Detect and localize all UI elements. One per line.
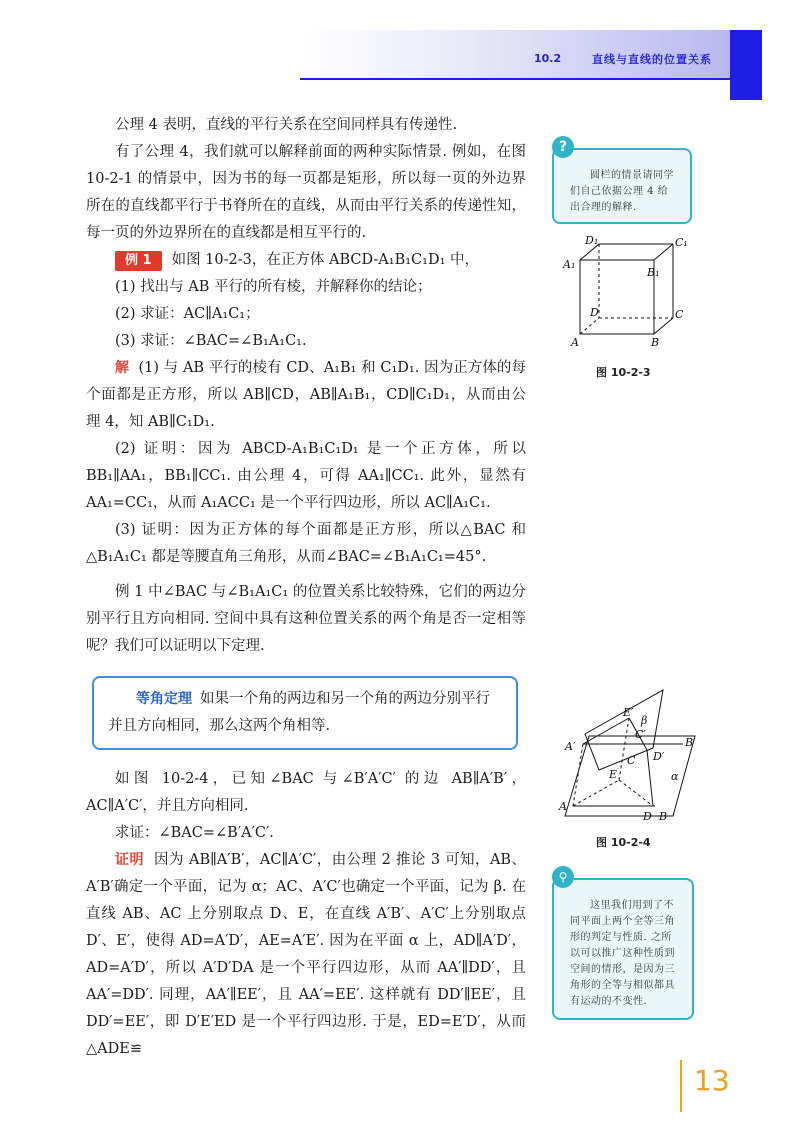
plane-beta [585,690,663,770]
question-3: (3) 求证：∠BAC=∠B₁A₁C₁. [115,333,307,349]
paragraph-4: 如图 10-2-4，已知∠BAC 与∠B′A′C′ 的边 AB∥A′B′，AC∥A′C′，并且方向相同. [86,771,526,814]
solution-1-text: (1) 与 AB 平行的棱有 CD、A₁B₁ 和 C₁D₁. 因为正方体的每个面都是正方形，所以 AB∥CD，AB∥A₁B₁，CD∥C₁D₁，从而由公理 4，知 AB∥C₁D₁. [86,360,527,430]
header-accent-bar [730,30,762,100]
fig2-label-beta: β [641,714,648,727]
cube-edge-bc [654,318,673,334]
example-badge: 例 1 [115,251,162,271]
side-note-2 [552,878,694,1020]
magnifier-icon: ⚲ [552,866,574,888]
fig1-label-d1: D₁ [585,234,599,247]
fig2-label-b: B [659,810,668,823]
prove-statement: 求证：∠BAC=∠B′A′C′. [115,825,274,841]
cube-edge-b1c1 [654,244,673,260]
paragraph-3: 例 1 中∠BAC 与∠B₁A₁C₁ 的位置关系比较特殊，它们的两边分别平行且方向相同. 空间中具有这种位置关系的两个角是否一定相等呢？我们可以证明以下定理. [86,584,526,654]
paragraph-1: 公理 4 表明，直线的平行关系在空间同样具有传递性. [115,117,458,133]
theorem-text: 如果一个角的两边和另一个角的两边分别平行并且方向相同，那么这两个角相等. [108,691,490,734]
section-number: 10.2 [534,52,562,65]
question-icon: ? [552,136,574,158]
fig1-label-b: B [651,336,660,349]
question-1: (1) 找出与 AB 平行的所有棱，并解释你的结论； [115,279,432,295]
cube-hidden-ad [580,318,599,334]
side-note-1 [552,148,692,224]
figure-two-planes [555,688,705,824]
figure-2-caption: 图 10-2-4 [596,836,651,849]
fig2-label-a1: A′ [565,740,576,753]
fig1-label-a1: A₁ [563,258,576,271]
fig2-label-a: A [559,800,567,813]
hidden-ae [573,780,619,806]
fig1-label-c: C [675,308,684,321]
fig2-label-e1: E′ [623,706,634,719]
fig1-label-b1: B₁ [647,266,660,279]
hidden-a1a [573,744,583,806]
solution-2: (2) 证明：因为 ABCD-A₁B₁C₁D₁ 是一个正方体，所以 BB₁∥AA₁，BB₁∥CC₁. 由公理 4，可得 AA₁∥CC₁. 此外，显然有 AA₁=CC₁，从而 A₁ACC₁ 是一个平行四边形，所以 AC∥A₁C₁. [86,441,526,511]
fig2-label-d: D [643,810,652,823]
fig2-label-c: C [627,754,636,767]
side-note-1-text: 圆栏的情景请同学们自己依据公理 4 给出合理的解释. [570,170,674,213]
cube-front-face [580,260,654,334]
fig1-label-c1: C₁ [675,236,688,249]
page-number-bar [680,1060,682,1112]
hidden-ed [619,780,653,806]
hidden-e1e [619,718,629,780]
header-rule [300,78,762,80]
fig1-label-d: D [590,306,599,319]
solution-3: (3) 证明：因为正方体的每个面都是正方形，所以△BAC 和△B₁A₁C₁ 都是等腰直角三角形，从而∠BAC=∠B₁A₁C₁=45°. [86,522,526,565]
fig2-label-d1: D′ [653,750,665,763]
example-intro-text: 如图 10-2-3，在正方体 ABCD-A₁B₁C₁D₁ 中， [171,252,479,268]
theorem-box [92,676,518,750]
solution-label: 解 [115,360,130,376]
figure-cube [555,232,705,352]
example-intro [86,247,526,274]
proof [86,847,526,1063]
fig2-label-e: E [609,768,618,781]
fig2-label-b1: B′ [685,736,696,749]
page-number: 13 [694,1064,730,1097]
paragraph-2: 有了公理 4，我们就可以解释前面的两种实际情景. 例如，在图 10-2-1 的情景中，因为书的每一页都是矩形，所以每一页的外边界所在的直线都平行于书脊所在的直线，从而由平行关系的传递性知，每一页的外边界所在的直线都是相互平行的. [86,144,526,241]
fig2-label-c1: C′ [635,728,646,741]
fig2-label-alpha: α [671,770,679,783]
section-title: 直线与直线的位置关系 [592,53,712,66]
figure-1-caption: 图 10-2-3 [596,366,651,379]
proof-label: 证明 [115,852,144,868]
side-note-2-text: 这里我们用到了不同平面上两个全等三角形的判定与性质. 之所以可以推广这种性质到空间的情形，是因为三角形的全等与相似都具有运动的不变性. [570,900,675,1007]
main-column [86,112,526,1063]
question-2: (2) 求证：AC∥A₁C₁； [115,306,260,322]
fig1-label-a: A [571,336,579,349]
solution-1 [86,355,526,436]
theorem-name: 等角定理 [136,691,192,707]
proof-text: 因为 AB∥A′B′，AC∥A′C′，由公理 2 推论 3 可知，AB、A′B′确定一个平面，记为 α；AC、A′C′也确定一个平面，记为 β. 在直线 AB、AC 上分别取点 D、E，在直线 A′B′、A′C′上分别取点 D′、E′，使得 AD=A′D′，AE=A′E′. 因为在平面 α 上，AD∥A′D′，AD=A′D′，所以 A′D′DA 是一个平行四边形，从而 AA′∥DD′，且 AA′=DD′. 同理，AA′∥EE′，且 AA′=EE′. 这样就有 DD′∥EE′，且 DD′=EE′，即 D′E′ED 是一个平行四边形. 于是，ED=E′D′，从而△ADE≌ [86,852,527,1057]
